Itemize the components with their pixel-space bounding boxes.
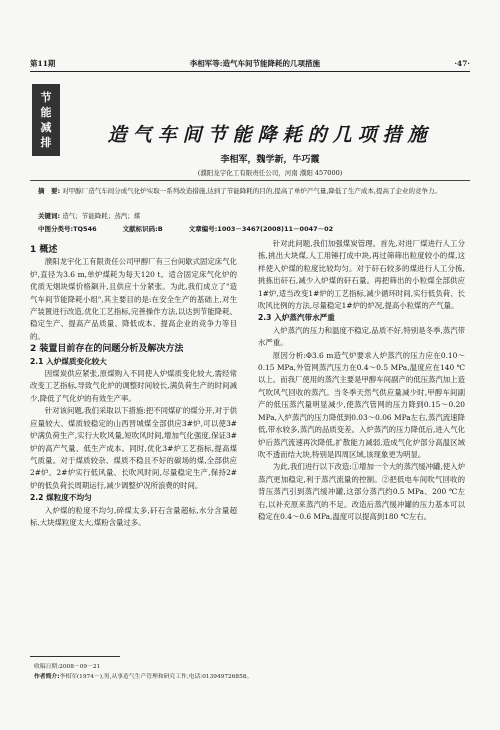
paragraph: 入炉煤的粒度不均匀,碎煤太多,矸石含量超标,水分含量超标,大块煤粒度太大,煤粉含量过多。: [30, 505, 237, 527]
paragraph: 针对此问题,我们加强煤炭管理。首先,对进厂煤进行人工分拣,挑出大块煤,人工用锤打成中块,再过筛筛出粒度较小的煤,这样使入炉煤的粒度比较均匀。对于矸石较多的煤进行人工分拣,挑拣出矸石,减少入炉煤的矸石量。再把筛出的小粒煤全部供应1#炉,适当改变1#炉的工艺指标,减少循环时间,实行低负荷、长吹风比例的方法,尽量稳定1#炉的炉况,提高小粒煤的产气量。: [258, 239, 465, 311]
footnote-rule: [30, 656, 120, 657]
paragraph: 入炉蒸汽的压力和温度不稳定,品质不好,特别是冬季,蒸汽带水严重。: [258, 325, 465, 348]
header-rule: [30, 71, 470, 72]
keywords-label: 关键词:: [38, 212, 61, 220]
article-title: 造气车间节能降耗的几项措施: [107, 124, 433, 146]
authors: 李相军，魏学新，牛巧霞: [220, 155, 320, 165]
paragraph: 针对该问题,我们采取以下措施:把不同煤矿的煤分开,对于供应量较大、煤质较稳定的山西晋城煤全部供应3#炉,可以使3#炉满负荷生产,实行大吹风量,短吹风时间,增加气化强度,保证3#炉的高产气量、低生产成本。同时,优化3#炉工艺指标,提高煤气质量。对于煤质较杂、煤质不稳且不好的碳场的煤,全部供应2#炉。2#炉实行低风量、长吹风时间,尽量稳定生产,保持2#炉的低负荷长周期运行,减少调整炉况所浪费的时间。: [30, 406, 237, 490]
paragraph: 濮阳龙宇化工有限责任公司甲醇厂有三台间歇式固定床气化炉,直径为3.6 m,单炉煤耗为每天120 t。适合固定床气化炉的优质无烟块煤价格飙升,且供应十分紧张。为此,我们成立了"造气车间节能降耗小组",其主要目的是:在安全生产的基础上,对生产装置进行改造,优化工艺指标,完善操作方法,以达到节能降耗、稳定生产、提高产品质量、降低成本、提高企业的竞争力等目的。: [30, 257, 237, 341]
paragraph: 原因分析:Φ3.6 m造气炉要求入炉蒸汽的压力应在0.10～0.15 MPa,外管网蒸汽压力在0.4～0.5 MPa,温度应在140 ℃以上。而我厂使用的蒸汽主要是甲醇车间副产的低压蒸汽加上造气吹风气回收的蒸汽。当冬季天然气供应量减少时,甲醇车间副产的低压蒸汽量明显减少,使蒸汽管网的压力降到0.15～0.20 MPa,入炉蒸汽的压力降低到0.03～0.06 MPa左右,蒸汽流速降低,带水较多,蒸汽的品质变差。入炉蒸汽的压力降低后,进入气化炉后蒸汽流速再次降低,扩散能力减弱,造成气化炉部分高温区域吹不透而结大块,特别是四周区域,该现象更为明显。: [258, 350, 465, 459]
section-heading: 2 装置目前存在的问题分析及解决方法: [30, 344, 184, 355]
subsection-heading: 2.3 入炉蒸汽带水严重: [258, 313, 335, 323]
badge-char: 能: [40, 106, 52, 119]
subsection-heading: 2.2 煤粒度不均匀: [30, 493, 92, 503]
section-badge: [32, 84, 60, 156]
keywords: [38, 211, 462, 220]
badge-char: 节: [40, 91, 52, 104]
abstract-label: 摘 要:: [38, 187, 61, 195]
author-bio-text: 李相军(1974－),男,从事造气生产管理和研究工作,电话:013949726858。: [59, 674, 253, 680]
badge-char: 减: [40, 121, 52, 134]
running-title: 李相军等:造气车间节能降耗的几项措施: [189, 58, 321, 68]
abstract: [38, 186, 462, 196]
left-column: [30, 244, 237, 529]
author-bio-label: 作者简介:: [34, 674, 60, 680]
paragraph: 因煤炭供应紧张,原煤购入不同使入炉煤质变化较大,需经常改变工艺指标,导致气化炉的调整时间较长,满负荷生产的时间减少,降低了气化炉的有效生产率。: [30, 369, 237, 403]
section-heading: 1 概述: [30, 245, 58, 255]
article-meta: [38, 224, 462, 233]
keywords-text: 造气；节能降耗；蒸汽；煤: [62, 212, 141, 220]
running-header: [30, 55, 470, 71]
document-code: 文献标识码:B: [122, 225, 163, 233]
paragraph: 为此,我们进行以下改造:①增加一个大的蒸汽缓冲罐,使入炉蒸汽更加稳定,利于蒸汽流量的控制。②把低电车间吹气回收的背压蒸汽引到蒸汽缓冲罐,这部分蒸汽约0.5 MPa、200 ℃左右,以补充原来蒸汽的不足。改造后蒸汽缓冲罐的压力基本可以稳定在0.4～0.6 MPa,温度可以提高到180 ℃左右。: [258, 462, 465, 521]
clc-number: 中图分类号:TQ546: [38, 225, 97, 233]
abstract-text: 对甲醇厂造气车间分成气化炉实取一系列改造措施,达到了节能降耗的目的,提高了单炉产气量,降低了生产成本,提高了企业的竞争力。: [62, 187, 441, 195]
title-rule: [30, 180, 470, 181]
footnote: [34, 662, 470, 682]
right-column: [258, 238, 465, 523]
issue-number: 第11期: [30, 58, 56, 68]
received-date: 收稿日期:2008－09－21: [34, 664, 101, 670]
subsection-heading: 2.1 入炉煤质变化较大: [30, 356, 107, 366]
page-number: ·47·: [454, 58, 470, 68]
author-bio: [34, 672, 470, 682]
affiliation: (濮阳龙宇化工有限责任公司，河南 濮阳 457000): [197, 169, 343, 177]
article-number: 文章编号:1003－3467(2008)11－0047－02: [188, 225, 334, 233]
badge-char: 排: [40, 136, 52, 149]
